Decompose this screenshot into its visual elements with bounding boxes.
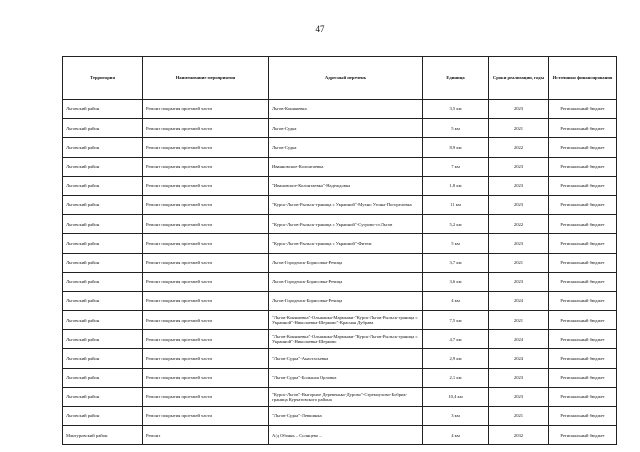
period-cell: 2023 — [489, 234, 549, 253]
address-cell: "Льгов-Судка"-Левшинка — [269, 407, 423, 426]
table-row — [63, 138, 617, 157]
table-row — [63, 368, 617, 387]
activity-cell: Ремонт покрытия проезжей части — [143, 100, 269, 119]
territory-cell: Льговский район — [63, 215, 143, 234]
table-row — [63, 195, 617, 214]
address-cell: "Льгов-Коняшевка"-Ольшанка-Мармыжи-"Курск-Льгов-Рыльск-граница с Украиной"-Николаевка-Шерково"-Красная Дубрава — [269, 311, 423, 330]
funding-cell: Региональный бюджет — [549, 138, 617, 157]
address-cell: Льгов-Городенск-Борисовка-Речица — [269, 291, 423, 310]
address-cell: Льгов-Судка — [269, 119, 423, 138]
activity-cell: Ремонт покрытия проезжей части — [143, 291, 269, 310]
address-cell: Льгов-Городенск-Борисовка-Речица — [269, 272, 423, 291]
territory-cell: Льговский район — [63, 195, 143, 214]
activity-cell: Ремонт покрытия проезжей части — [143, 234, 269, 253]
activity-cell: Ремонт покрытия проезжей части — [143, 368, 269, 387]
period-cell: 2023 — [489, 387, 549, 406]
period-cell: 2021 — [489, 407, 549, 426]
table-body — [63, 100, 617, 445]
header-address-list: Адресный перечень — [269, 57, 423, 100]
territory-cell: Льговский район — [63, 291, 143, 310]
funding-cell: Региональный бюджет — [549, 100, 617, 119]
period-cell: 2023 — [489, 176, 549, 195]
funding-cell: Региональный бюджет — [549, 272, 617, 291]
program-table — [62, 56, 617, 445]
table-header-row — [63, 57, 617, 100]
period-cell: 2023 — [489, 272, 549, 291]
funding-cell: Региональный бюджет — [549, 349, 617, 368]
unit-cell: 1,8 км — [423, 176, 489, 195]
period-cell: 2023 — [489, 157, 549, 176]
activity-cell: Ремонт покрытия проезжей части — [143, 215, 269, 234]
address-cell: Иванновское-Колонтаевка — [269, 157, 423, 176]
funding-cell: Региональный бюджет — [549, 330, 617, 349]
funding-cell: Региональный бюджет — [549, 291, 617, 310]
unit-cell: 5 км — [423, 234, 489, 253]
funding-cell: Региональный бюджет — [549, 426, 617, 445]
address-cell: А/д Обоянь – Солнцево – — [269, 426, 423, 445]
funding-cell: Региональный бюджет — [549, 119, 617, 138]
table-row — [63, 157, 617, 176]
unit-cell: 5 км — [423, 119, 489, 138]
period-cell: 2024 — [489, 291, 549, 310]
table-row — [63, 407, 617, 426]
period-cell: 2023 — [489, 195, 549, 214]
unit-cell: 3,5 км — [423, 100, 489, 119]
table-row — [63, 311, 617, 330]
unit-cell: 2,9 км — [423, 349, 489, 368]
territory-cell: Льговский район — [63, 138, 143, 157]
territory-cell: Льговский район — [63, 311, 143, 330]
header-territory: Территория — [63, 57, 143, 100]
territory-cell: Льговский район — [63, 349, 143, 368]
address-cell: "Курск-Льгов-Рыльск-граница с Украиной"-Мухно Угоны-Погореловка — [269, 195, 423, 214]
table-row — [63, 330, 617, 349]
unit-cell: 3,6 км — [423, 272, 489, 291]
activity-cell: Ремонт покрытия проезжей части — [143, 272, 269, 291]
page-number: 47 — [315, 24, 325, 34]
address-cell: "Льгов-Судка"-Большая Орловка — [269, 368, 423, 387]
address-cell: Льгов-Судка — [269, 138, 423, 157]
unit-cell: 3 км — [423, 407, 489, 426]
funding-cell: Региональный бюджет — [549, 157, 617, 176]
funding-cell: Региональный бюджет — [549, 368, 617, 387]
activity-cell: Ремонт покрытия проезжей части — [143, 176, 269, 195]
unit-cell: 10,4 км — [423, 387, 489, 406]
territory-cell: Мантуровский район — [63, 426, 143, 445]
territory-cell: Льговский район — [63, 387, 143, 406]
activity-cell: Ремонт покрытия проезжей части — [143, 119, 269, 138]
activity-cell: Ремонт покрытия проезжей части — [143, 195, 269, 214]
period-cell: 2021 — [489, 253, 549, 272]
unit-cell: 8,9 км — [423, 138, 489, 157]
unit-cell: 3,7 км — [423, 253, 489, 272]
unit-cell: 7 км — [423, 157, 489, 176]
territory-cell: Льговский район — [63, 368, 143, 387]
activity-cell: Ремонт покрытия проезжей части — [143, 138, 269, 157]
table-row — [63, 272, 617, 291]
unit-cell: 5,2 км — [423, 215, 489, 234]
period-cell: 2021 — [489, 311, 549, 330]
address-cell: "Курск-Льгов-Рыльск-граница с Украиной"-Фитеж — [269, 234, 423, 253]
table-row — [63, 215, 617, 234]
activity-cell: Ремонт покрытия проезжей части — [143, 387, 269, 406]
address-cell: "Ивановское-Колонтаевка"-Надеждовка — [269, 176, 423, 195]
unit-cell: 4 км — [423, 291, 489, 310]
period-cell: 2023 — [489, 368, 549, 387]
activity-cell: Ремонт — [143, 426, 269, 445]
territory-cell: Льговский район — [63, 176, 143, 195]
funding-cell: Региональный бюджет — [549, 407, 617, 426]
period-cell: 2032 — [489, 426, 549, 445]
funding-cell: Региональный бюджет — [549, 311, 617, 330]
period-cell: 2022 — [489, 215, 549, 234]
table-row — [63, 349, 617, 368]
address-cell: Льгов-Городенск-Борисовка-Речица — [269, 253, 423, 272]
funding-cell: Региональный бюджет — [549, 253, 617, 272]
funding-cell: Региональный бюджет — [549, 387, 617, 406]
period-cell: 2022 — [489, 138, 549, 157]
unit-cell: 4,7 км — [423, 330, 489, 349]
table-row — [63, 234, 617, 253]
unit-cell: 11 км — [423, 195, 489, 214]
territory-cell: Льговский район — [63, 330, 143, 349]
funding-cell: Региональный бюджет — [549, 234, 617, 253]
territory-cell: Льговский район — [63, 234, 143, 253]
territory-cell: Льговский район — [63, 407, 143, 426]
unit-cell: 2,1 км — [423, 368, 489, 387]
territory-cell: Льговский район — [63, 157, 143, 176]
territory-cell: Льговский район — [63, 119, 143, 138]
address-cell: "Льгов-Коняшевка"-Ольшанка-Мармыжи-"Курск-Льгов-Рыльск-граница с Украиной"-Николаевка-Шерково — [269, 330, 423, 349]
address-cell: "Курск-Льгов"-Выгорное Деревенько-Дурово"-Стремоухово-Бобрик-граница Курчатовского района — [269, 387, 423, 406]
table-row — [63, 176, 617, 195]
period-cell: 2023 — [489, 100, 549, 119]
funding-cell: Региональный бюджет — [549, 215, 617, 234]
address-cell: Льгов-Коняшевка — [269, 100, 423, 119]
period-cell: 2024 — [489, 330, 549, 349]
activity-cell: Ремонт покрытия проезжей части — [143, 330, 269, 349]
table-row — [63, 426, 617, 445]
unit-cell: 7,5 км — [423, 311, 489, 330]
address-cell: "Курск-Льгов-Рыльск-граница с Украиной"-Сугрово-ст.Льгов — [269, 215, 423, 234]
table-row — [63, 119, 617, 138]
territory-cell: Льговский район — [63, 100, 143, 119]
activity-cell: Ремонт покрытия проезжей части — [143, 311, 269, 330]
header-period: Сроки реализации, годы — [489, 57, 549, 100]
header-unit: Единица — [423, 57, 489, 100]
address-cell: "Льгов-Судка"-Анастасьевка — [269, 349, 423, 368]
period-cell: 2021 — [489, 119, 549, 138]
period-cell: 2024 — [489, 349, 549, 368]
territory-cell: Льговский район — [63, 253, 143, 272]
unit-cell: 4 км — [423, 426, 489, 445]
table-row — [63, 100, 617, 119]
activity-cell: Ремонт покрытия проезжей части — [143, 407, 269, 426]
funding-cell: Региональный бюджет — [549, 195, 617, 214]
header-activity: Наименование мероприятия — [143, 57, 269, 100]
table-row — [63, 387, 617, 406]
funding-cell: Региональный бюджет — [549, 176, 617, 195]
activity-cell: Ремонт покрытия проезжей части — [143, 157, 269, 176]
activity-cell: Ремонт покрытия проезжей части — [143, 349, 269, 368]
activity-cell: Ремонт покрытия проезжей части — [143, 253, 269, 272]
territory-cell: Льговский район — [63, 272, 143, 291]
table-row — [63, 291, 617, 310]
table-row — [63, 253, 617, 272]
header-funding-source: Источники финансирования — [549, 57, 617, 100]
